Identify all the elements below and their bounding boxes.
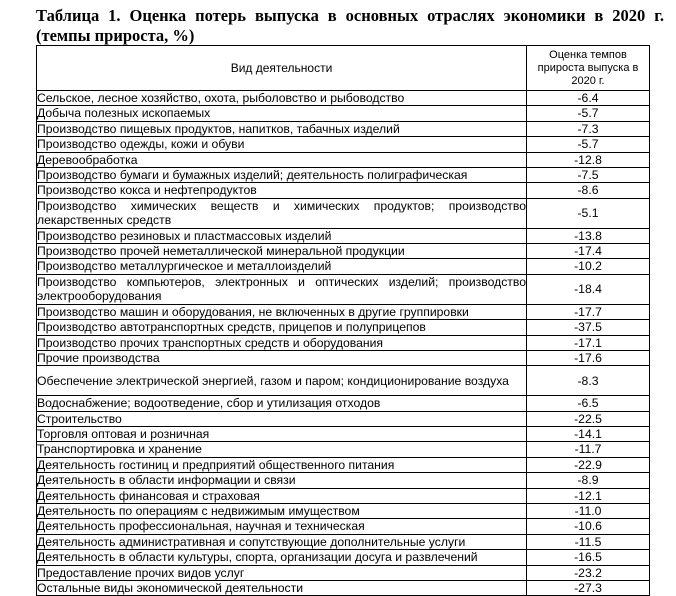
table-row <box>37 442 650 457</box>
growth-rate-cell: -8.9 <box>527 473 650 488</box>
activity-name-cell: Деревообработка <box>37 152 527 167</box>
growth-rate-cell: -5.1 <box>527 198 650 228</box>
table-row <box>37 426 650 441</box>
growth-rate-cell: -16.5 <box>527 550 650 565</box>
growth-rate-cell: -14.1 <box>527 426 650 441</box>
activity-name-cell: Производство кокса и нефтепродуктов <box>37 183 527 198</box>
table-row <box>37 534 650 549</box>
activity-name-cell: Производство прочей неметаллической минеральной продукции <box>37 244 527 259</box>
activity-name-cell: Производство компьютеров, электронных и оптических изделий; производство электрооборудования <box>37 274 526 304</box>
growth-rate-cell: -7.3 <box>527 121 650 136</box>
table-row <box>37 168 650 183</box>
growth-rate-cell: -7.5 <box>527 168 650 183</box>
growth-rate-cell: -11.5 <box>527 534 650 549</box>
growth-rate-cell: -17.1 <box>527 335 650 350</box>
activity-name-cell: Деятельность профессиональная, научная и техническая <box>37 519 527 534</box>
growth-rate-cell: -10.2 <box>527 259 650 274</box>
activity-name-cell: Производство автотранспортных средств, прицепов и полуприцепов <box>37 320 527 335</box>
activity-name-cell: Строительство <box>37 411 527 426</box>
table-row <box>37 457 650 472</box>
activity-name-cell: Производство прочих транспортных средств и оборудования <box>37 335 527 350</box>
table-row <box>37 121 650 136</box>
growth-rate-cell: -6.5 <box>527 396 650 411</box>
table-row <box>37 335 650 350</box>
activity-name-cell: Деятельность финансовая и страховая <box>37 488 527 503</box>
table-row <box>37 91 650 106</box>
activity-name-cell: Деятельность гостиниц и предприятий общественного питания <box>37 457 527 472</box>
header-activity: Вид деятельности <box>37 46 527 91</box>
growth-rate-cell: -8.6 <box>527 183 650 198</box>
growth-rate-cell: -22.9 <box>527 457 650 472</box>
table-row <box>37 565 650 580</box>
table-row <box>37 304 650 319</box>
activity-name-cell: Транспортировка и хранение <box>37 442 527 457</box>
table-row <box>37 274 650 304</box>
table-row <box>37 106 650 121</box>
growth-rate-cell: -22.5 <box>527 411 650 426</box>
activity-name-cell: Производство резиновых и пластмассовых изделий <box>37 228 527 243</box>
activity-name-cell: Производство химических веществ и химических продуктов; производство лекарственных средств <box>37 198 526 228</box>
activity-name-cell: Деятельность по операциям с недвижимым имуществом <box>37 503 527 518</box>
table-row <box>37 503 650 518</box>
growth-rate-cell: -27.3 <box>527 580 650 595</box>
table-row <box>37 473 650 488</box>
activity-name-cell: Сельское, лесное хозяйство, охота, рыболовство и рыбоводство <box>37 91 527 106</box>
growth-rate-cell: -5.7 <box>527 106 650 121</box>
table-row <box>37 198 650 228</box>
activity-name-cell: Деятельность в области информации и связи <box>37 473 527 488</box>
growth-rate-cell: -11.7 <box>527 442 650 457</box>
table-row <box>37 183 650 198</box>
growth-rate-cell: -18.4 <box>527 274 650 304</box>
table-row <box>37 580 650 595</box>
growth-rate-cell: -13.8 <box>527 228 650 243</box>
growth-rate-cell: -17.4 <box>527 244 650 259</box>
activity-name-cell: Производство одежды, кожи и обуви <box>37 137 527 152</box>
table-row <box>37 350 650 365</box>
table-row <box>37 137 650 152</box>
activity-name-cell: Производство машин и оборудования, не включенных в другие группировки <box>37 304 527 319</box>
table-row <box>37 411 650 426</box>
growth-rate-cell: -10.6 <box>527 519 650 534</box>
activity-name-cell: Деятельность административная и сопутствующие дополнительные услуги <box>37 534 527 549</box>
growth-rate-cell: -37.5 <box>527 320 650 335</box>
growth-rate-cell: -6.4 <box>527 91 650 106</box>
growth-rate-cell: -12.8 <box>527 152 650 167</box>
activity-name-cell: Производство бумаги и бумажных изделий; деятельность полиграфическая <box>37 168 527 183</box>
table-row <box>37 396 650 411</box>
table-row <box>37 550 650 565</box>
growth-rate-cell: -17.6 <box>527 350 650 365</box>
growth-rate-cell: -5.7 <box>527 137 650 152</box>
table-row <box>37 228 650 243</box>
growth-rate-cell: -23.2 <box>527 565 650 580</box>
activity-name-cell: Добыча полезных ископаемых <box>37 106 527 121</box>
header-estimate: Оценка темпов прироста выпуска в 2020 г. <box>527 46 650 91</box>
activity-name-cell: Обеспечение электрической энергией, газом и паром; кондиционирование воздуха <box>37 366 527 396</box>
table-caption: Таблица 1. Оценка потерь выпуска в основных отраслях экономики в 2020 г. (темпы прироста, %) <box>36 6 664 45</box>
table-row <box>37 366 650 396</box>
activity-name-cell: Деятельность в области культуры, спорта, организации досуга и развлечений <box>37 550 527 565</box>
table-row <box>37 320 650 335</box>
table-header-row <box>37 46 650 91</box>
table-row <box>37 519 650 534</box>
output-loss-table <box>36 45 650 596</box>
activity-name-cell: Торговля оптовая и розничная <box>37 426 527 441</box>
table-row <box>37 152 650 167</box>
growth-rate-cell: -17.7 <box>527 304 650 319</box>
activity-name-cell: Прочие производства <box>37 350 527 365</box>
table-row <box>37 259 650 274</box>
growth-rate-cell: -12.1 <box>527 488 650 503</box>
table-row <box>37 488 650 503</box>
activity-name-cell: Водоснабжение; водоотведение, сбор и утилизация отходов <box>37 396 527 411</box>
activity-name-cell: Производство пищевых продуктов, напитков, табачных изделий <box>37 121 527 136</box>
activity-name-cell: Предоставление прочих видов услуг <box>37 565 527 580</box>
growth-rate-cell: -8.3 <box>527 366 650 396</box>
activity-name-cell: Производство металлургическое и металлоизделий <box>37 259 527 274</box>
table-row <box>37 244 650 259</box>
activity-name-cell: Остальные виды экономической деятельности <box>37 580 527 595</box>
growth-rate-cell: -11.0 <box>527 503 650 518</box>
